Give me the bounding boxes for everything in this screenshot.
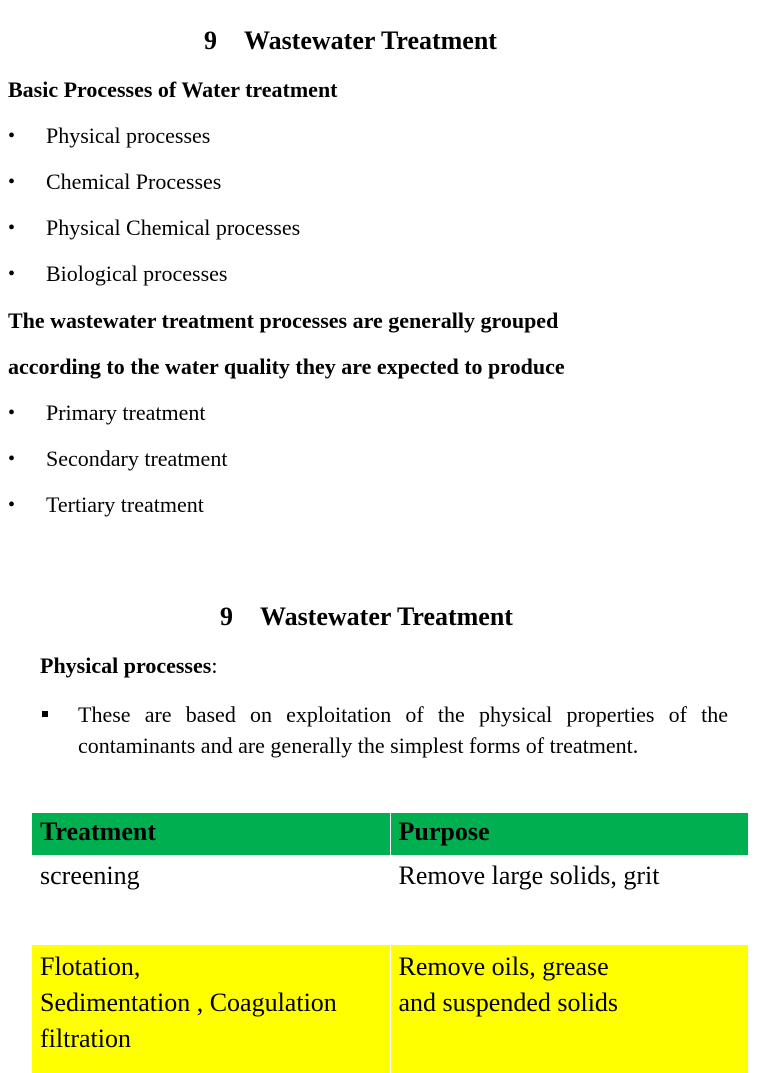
treatment-item: Secondary treatment: [46, 446, 228, 471]
section1-subheading: Basic Processes of Water treatment: [8, 77, 338, 102]
table-cell-treatment: [32, 945, 390, 1073]
treatment-table: [32, 813, 748, 1073]
process-item: Chemical Processes: [46, 169, 222, 194]
process-item: Biological processes: [46, 261, 228, 286]
bullet-icon: •: [8, 263, 16, 285]
treatment-item: Tertiary treatment: [46, 492, 204, 517]
square-bullet-icon: [42, 711, 48, 717]
spacer-cell: [32, 937, 390, 945]
bullet-icon: •: [8, 217, 16, 239]
treatment-item: Primary treatment: [46, 400, 206, 425]
table-row: [32, 855, 748, 937]
section2-number: 9: [220, 602, 233, 631]
cell-line: Flotation,: [40, 952, 141, 981]
table-header-row: [32, 813, 748, 855]
bullet-icon: •: [8, 494, 16, 516]
bullet-icon: •: [8, 171, 16, 193]
cell-line: filtration: [40, 1024, 131, 1053]
process-item: Physical processes: [46, 123, 211, 148]
label-colon: :: [211, 653, 218, 678]
cell-line: screening: [40, 861, 140, 890]
section2-title: [220, 602, 513, 632]
cell-line: and suspended solids: [398, 988, 619, 1017]
table-cell-purpose: [390, 855, 748, 937]
grouping-line-2: according to the water quality they are expected to produce: [8, 354, 565, 379]
cell-line: Remove large solids, grit: [398, 861, 660, 890]
bullet-icon: •: [8, 448, 16, 470]
table-cell-purpose: [390, 945, 748, 1073]
section2-title-text: Wastewater Treatment: [260, 602, 513, 631]
section1-number: 9: [204, 26, 217, 55]
grouping-line-1: The wastewater treatment processes are generally grouped: [8, 308, 559, 333]
spacer-cell: [390, 937, 748, 945]
table-spacer-row: [32, 937, 748, 945]
process-item: Physical Chemical processes: [46, 215, 301, 240]
physical-processes-label-text: Physical processes: [40, 653, 212, 678]
table-header-purpose: Purpose: [390, 813, 748, 855]
table-row: [32, 945, 748, 1073]
section1-title-text: Wastewater Treatment: [244, 26, 497, 55]
bullet-icon: •: [8, 125, 16, 147]
table-header-treatment: Treatment: [32, 813, 390, 855]
cell-line: Sedimentation , Coagulation: [40, 988, 337, 1017]
cell-line: Remove oils, grease: [398, 952, 609, 981]
physical-processes-paragraph: These are based on exploitation of the physical properties of the contaminants and are generally the simplest forms of treatment.: [78, 702, 728, 758]
bullet-icon: •: [8, 402, 16, 424]
physical-processes-label: [40, 653, 217, 679]
table-cell-treatment: [32, 855, 390, 937]
section1-title: [204, 26, 497, 56]
